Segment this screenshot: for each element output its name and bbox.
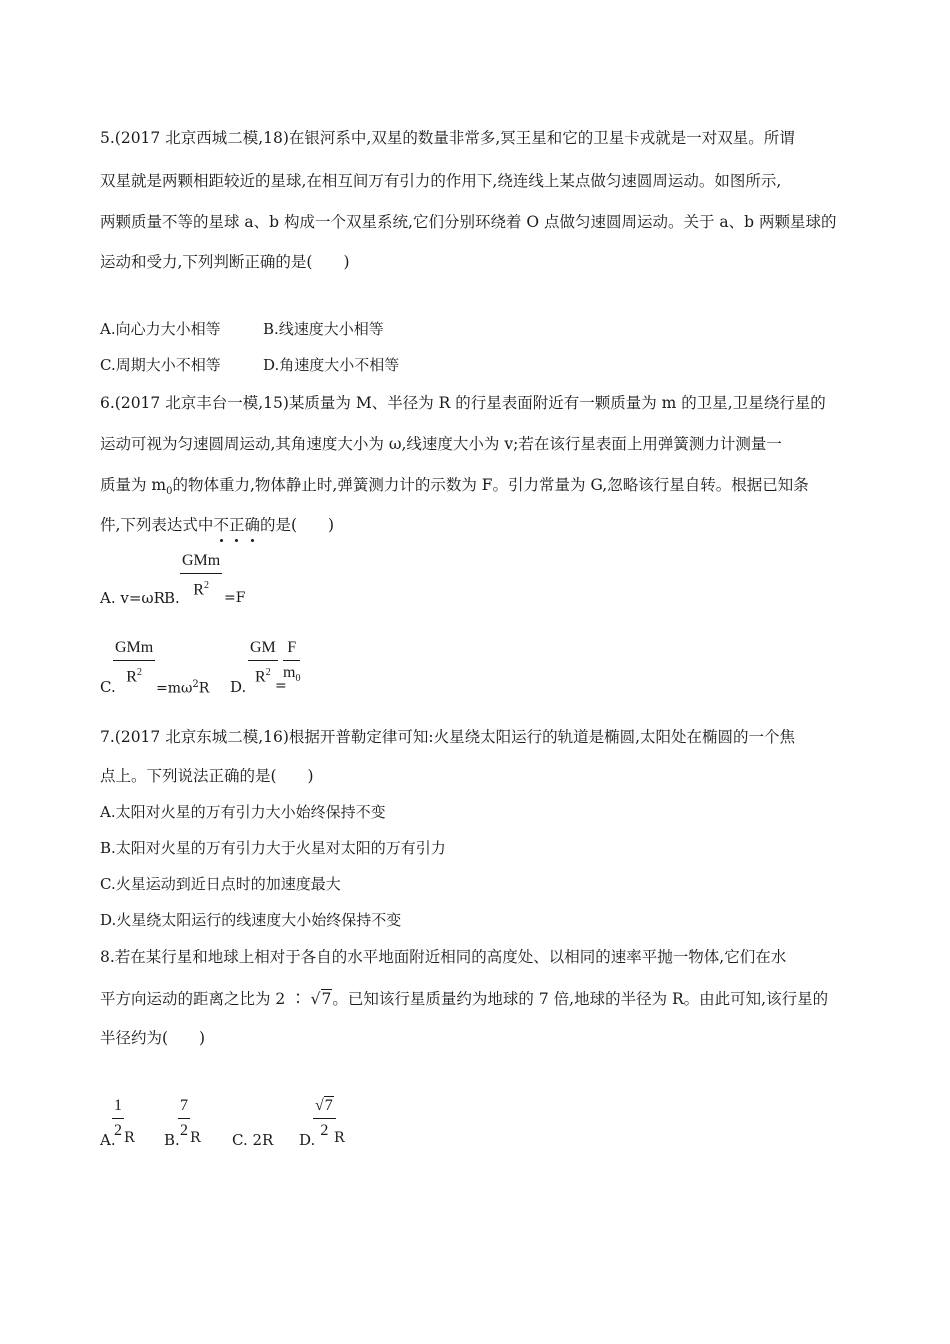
q5-line-1: 5.(2017 北京西城二模,18)在银河系中,双星的数量非常多,冥王星和它的卫星卡戎就是一对双星。所谓: [100, 129, 795, 147]
q6-option-c-label: C.: [100, 678, 116, 696]
q8-option-a-tail: R: [124, 1130, 135, 1146]
q5-option-b: B.线速度大小相等: [263, 320, 384, 338]
fraction-denominator: 2: [180, 1122, 188, 1139]
q6-line-1: 6.(2017 北京丰台一模,15)某质量为 M、半径为 R 的行星表面附近有一颗质量为 m 的卫星,卫星绕行星的: [100, 394, 826, 412]
q6-line-4-end: 的是( ): [259, 516, 335, 534]
q8-option-b-tail: R: [190, 1130, 201, 1146]
q5-line-2: 双星就是两颗相距较近的星球,在相互间万有引力的作用下,绕连线上某点做匀速圆周运动。如图所示,: [100, 172, 782, 190]
q7-option-d: D.火星绕太阳运行的线速度大小始终保持不变: [100, 911, 402, 929]
q6-m0-subscript: 0: [166, 486, 173, 498]
q6-option-d-label: D.: [230, 678, 247, 696]
q6-option-d-fraction-right: [283, 639, 300, 688]
fraction-denominator: $R^2$: [126, 667, 142, 686]
fraction-denominator: $R^2$: [193, 580, 209, 599]
q5-option-c: C.周期大小不相等: [100, 356, 221, 374]
fraction-denominator: 2: [320, 1122, 329, 1139]
q8-option-a-label: A.: [100, 1131, 116, 1149]
q8-line-2: [100, 989, 828, 1009]
q8-line-2-end: 。已知该行星质量约为地球的 7 倍,地球的半径为 R。由此可知,该行星的: [332, 990, 829, 1008]
fraction-numerator: [313, 1097, 336, 1119]
q7-option-b: B.太阳对火星的万有引力大于火星对太阳的万有引力: [100, 839, 446, 857]
q6-option-d-fraction-left: [248, 639, 278, 686]
fraction-numerator: F: [283, 639, 300, 661]
q8-option-d-fraction: [313, 1097, 336, 1140]
q7-option-a: A.太阳对火星的万有引力大小始终保持不变: [100, 803, 386, 821]
q8-line-2-start: 平方向运动的距离之比为 2 ∶: [100, 990, 311, 1008]
q7-line-2: 点上。下列说法正确的是( ): [100, 767, 314, 785]
q6-option-c-fraction: [113, 639, 155, 686]
fraction-denominator: 2: [114, 1122, 122, 1139]
q6-option-a: A. v=ωR: [100, 589, 165, 607]
sqrt-expression: √7: [315, 1097, 333, 1114]
q6-line-4-start: 件,下列表达式中: [100, 516, 214, 534]
fraction-numerator: 7: [178, 1097, 190, 1119]
q8-option-d-tail: R: [334, 1130, 345, 1146]
emphasis-char-2: 正: [229, 516, 245, 534]
q6-line-3: [100, 475, 809, 502]
q6-line-2: 运动可视为匀速圆周运动,其角速度大小为 ω,线速度大小为 v;若在该行星表面上用弹簧测力计测量一: [100, 435, 782, 453]
fraction-denominator: $m_0$: [283, 664, 301, 685]
q7-option-c: C.火星运动到近日点时的加速度最大: [100, 875, 341, 893]
q8-option-c: C. 2R: [232, 1131, 274, 1149]
q6-line-3-end: 的物体重力,物体静止时,弹簧测力计的示数为 F。引力常量为 G,忽略该行星自转。根据已知条: [172, 476, 809, 494]
q5-option-a: A.向心力大小相等: [100, 320, 221, 338]
q8-option-b-fraction: [178, 1097, 190, 1140]
fraction-numerator: 1: [112, 1097, 124, 1119]
fraction-numerator: GM: [248, 639, 278, 661]
fraction-denominator: $R^2$: [255, 667, 271, 686]
q8-option-d-label: D.: [299, 1131, 316, 1149]
q8-line-3: 半径约为( ): [100, 1029, 206, 1047]
q5-line-4: 运动和受力,下列判断正确的是( ): [100, 253, 350, 271]
q6-option-b-rhs: =F: [224, 590, 246, 606]
q6-option-d-equals: =: [275, 678, 287, 694]
sqrt-expression: √7: [310, 990, 332, 1008]
q6-line-3-start: 质量为 m: [100, 476, 167, 494]
q5-option-d: D.角速度大小不相等: [263, 356, 400, 374]
q6-line-4: [100, 515, 334, 535]
fraction-numerator: GMm: [113, 639, 155, 661]
q7-line-1: 7.(2017 北京东城二模,16)根据开普勒定律可知:火星绕太阳运行的轨道是椭圆,太阳处在椭圆的一个焦: [100, 728, 796, 746]
q6-option-b-label: B.: [164, 589, 180, 607]
fraction-numerator: GMm: [180, 552, 222, 574]
emphasis-char-3: 确: [244, 516, 260, 534]
q8-option-b-label: B.: [164, 1131, 180, 1149]
q6-option-b-fraction: [180, 552, 222, 599]
q8-option-a-fraction: [112, 1097, 124, 1140]
q5-line-3: 两颗质量不等的星球 a、b 构成一个双星系统,它们分别环绕着 O 点做匀速圆周运动。关于 a、b 两颗星球的: [100, 213, 837, 231]
q6-option-c-rhs: $=m\omega^2R$: [156, 679, 210, 697]
q8-line-1: 8.若在某行星和地球上相对于各自的水平地面附近相同的高度处、以相同的速率平抛一物体,它们在水: [100, 948, 787, 966]
emphasis-char-1: 不: [213, 516, 229, 534]
